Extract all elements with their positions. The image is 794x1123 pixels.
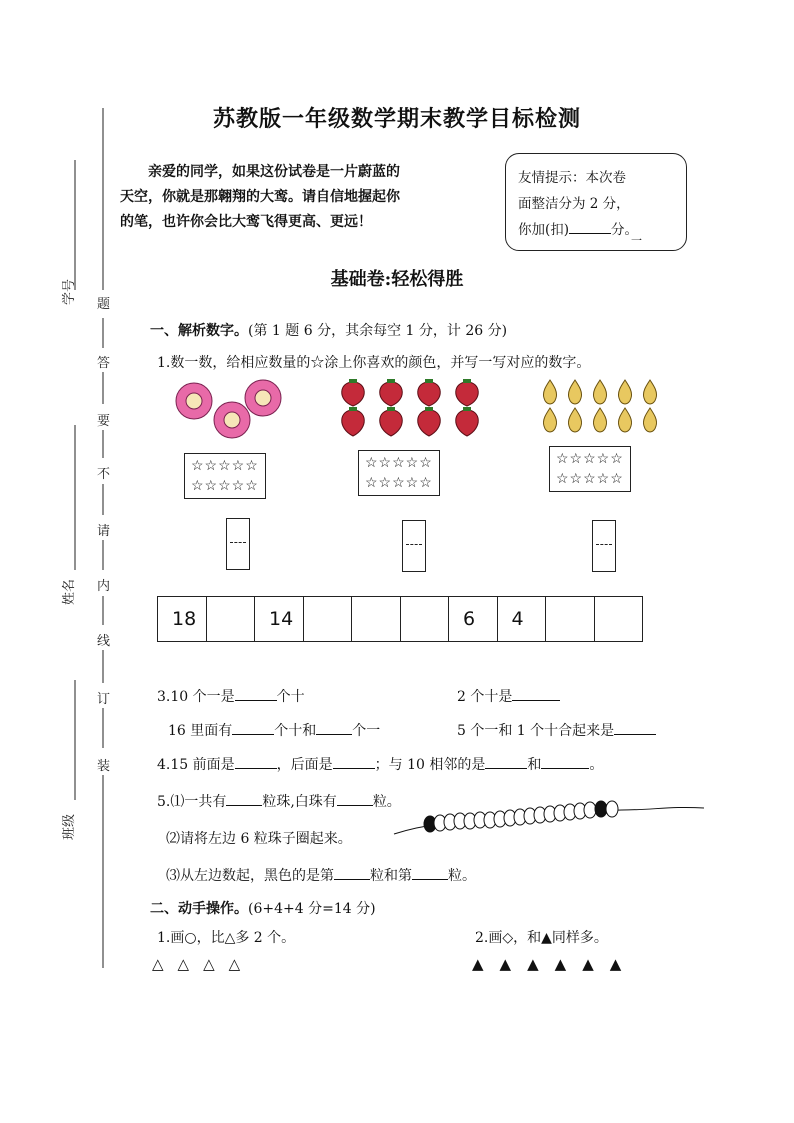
binding-word: 题 <box>97 297 111 312</box>
flower-icon <box>170 378 290 440</box>
student-number-label: 学号 <box>62 278 77 305</box>
tip-line: 友情提示：本次卷 <box>518 170 626 186</box>
q-text: 粒。 <box>448 868 476 884</box>
answer-blank[interactable] <box>334 867 370 880</box>
part2-heading <box>150 898 376 918</box>
tip-blank[interactable] <box>569 221 611 234</box>
q-text: 粒。 <box>372 794 401 810</box>
tip-text: 分。 <box>611 222 639 238</box>
triangle-icon: △ <box>152 955 164 973</box>
q-text: ；与 10 相邻的是 <box>374 757 486 773</box>
question-5c <box>166 865 476 885</box>
answer-blank[interactable] <box>614 722 656 735</box>
filled-triangle-icon: ▲ <box>499 955 512 973</box>
tip-mark: 一 <box>631 234 642 247</box>
filled-triangles <box>472 955 621 973</box>
star-row[interactable]: ☆☆☆☆☆ <box>556 471 624 487</box>
star-box-1[interactable] <box>184 453 266 499</box>
answer-blank[interactable] <box>316 722 352 735</box>
name-label: 姓名 <box>62 578 77 605</box>
answer-blank[interactable] <box>412 867 448 880</box>
question-5a <box>157 791 401 811</box>
tip-line <box>518 218 638 238</box>
q-text: 和 <box>527 757 542 773</box>
q-text: 5 个一和 1 个十合起来是 <box>457 723 615 739</box>
number-cell: 4 <box>498 597 547 641</box>
binding-word: 要 <box>97 414 111 429</box>
number-cell[interactable] <box>207 597 256 641</box>
triangle-icon: △ <box>177 955 190 973</box>
star-box-2[interactable] <box>358 450 440 496</box>
answer-blank[interactable] <box>512 688 560 701</box>
beads-string-icon <box>392 798 710 842</box>
question-1: 1.数一数，给相应数量的☆涂上你喜欢的颜色，并写一写对应的数字。 <box>157 355 591 371</box>
binding-word: 内 <box>97 579 111 594</box>
answer-blank[interactable] <box>333 756 375 769</box>
q-text: 个十和 <box>274 723 317 739</box>
q-text: 个十 <box>276 689 305 705</box>
intro-line: 亲爱的同学，如果这份试卷是一片蔚蓝的 <box>148 164 400 180</box>
question-3c <box>168 720 380 740</box>
filled-triangle-icon: ▲ <box>527 955 539 973</box>
number-cell: 18 <box>158 597 207 641</box>
number-cell[interactable] <box>401 597 450 641</box>
q-text: ，后面是 <box>276 757 333 773</box>
number-cell: 6 <box>449 597 498 641</box>
heading-note: (第 1 题 6 分，其余每空 1 分，计 26 分) <box>248 323 508 339</box>
number-cell[interactable] <box>595 597 643 641</box>
number-cell[interactable] <box>304 597 353 641</box>
triangle-icon: △ <box>228 955 241 973</box>
open-triangles <box>152 955 240 973</box>
q-text: 粒珠,白珠有 <box>262 794 337 810</box>
answer-blank[interactable] <box>232 722 274 735</box>
question-5b: ⑵请将左边 6 粒珠子圈起来。 <box>166 831 352 847</box>
binding-word: 装 <box>97 759 111 774</box>
tip-text: 你加(扣) <box>518 222 570 238</box>
number-cell[interactable] <box>352 597 401 641</box>
heading-text: 一、解析数字。 <box>150 323 248 339</box>
answer-blank[interactable] <box>235 688 277 701</box>
question-3d <box>457 720 656 740</box>
answer-blank[interactable] <box>337 793 373 806</box>
digit-answer-box[interactable] <box>592 520 616 572</box>
answer-blank[interactable] <box>541 756 589 769</box>
triangle-icon: △ <box>203 955 215 973</box>
q-text: 。 <box>589 757 604 773</box>
question-4 <box>157 754 603 774</box>
filled-triangle-icon: ▲ <box>472 955 484 973</box>
binding-word: 答 <box>97 356 111 371</box>
star-row[interactable]: ☆☆☆☆☆ <box>191 458 259 474</box>
digit-answer-box[interactable] <box>226 518 250 570</box>
star-row[interactable]: ☆☆☆☆☆ <box>556 451 624 467</box>
class-label: 班级 <box>62 813 77 840</box>
question-2-2: 2.画◇，和▲同样多。 <box>475 930 608 946</box>
q-text: 粒和第 <box>370 868 412 884</box>
q-text: 4.15 前面是 <box>157 757 235 773</box>
q-text: 2 个十是 <box>457 689 513 705</box>
q-text: 16 里面有 <box>168 723 233 739</box>
part1-heading <box>150 320 507 340</box>
answer-blank[interactable] <box>485 756 527 769</box>
star-row[interactable]: ☆☆☆☆☆ <box>365 455 433 471</box>
number-cell[interactable] <box>546 597 595 641</box>
section-title: 基础卷:轻松得胜 <box>330 269 464 290</box>
tip-box <box>505 153 687 251</box>
binding-word: 订 <box>97 692 111 707</box>
star-row[interactable]: ☆☆☆☆☆ <box>365 475 433 491</box>
question-3b <box>457 686 560 706</box>
binding-word: 不 <box>97 467 111 482</box>
intro-paragraph <box>120 160 450 235</box>
question-2-1: 1.画○，比△多 2 个。 <box>157 930 296 946</box>
number-cell: 14 <box>255 597 304 641</box>
star-row[interactable]: ☆☆☆☆☆ <box>191 478 259 494</box>
strawberry-icon <box>335 376 493 440</box>
q-text: 3.10 个一是 <box>157 689 235 705</box>
heading-text: 二、动手操作。 <box>150 901 248 917</box>
filled-triangle-icon: ▲ <box>609 955 622 973</box>
intro-line: 天空，你就是那翱翔的大鸾。请自信地握起你 <box>120 189 400 205</box>
page-title: 苏教版一年级数学期末教学目标检测 <box>212 106 581 132</box>
binding-word: 请 <box>97 524 111 539</box>
filled-triangle-icon: ▲ <box>554 955 567 973</box>
star-box-3[interactable] <box>549 446 631 492</box>
number-sequence-row <box>157 596 643 642</box>
filled-triangle-icon: ▲ <box>582 955 594 973</box>
q-text: 5.⑴一共有 <box>157 794 227 810</box>
intro-line: 的笔，也许你会比大鸾飞得更高、更远！ <box>120 214 372 230</box>
pear-icon <box>538 376 666 438</box>
answer-blank[interactable] <box>235 756 277 769</box>
question-3a <box>157 686 305 706</box>
digit-answer-box[interactable] <box>402 520 426 572</box>
binding-word: 线 <box>97 634 111 649</box>
heading-note: (6+4+4 分=14 分) <box>248 901 376 917</box>
q-text: 个一 <box>352 723 381 739</box>
tip-line: 面整洁分为 2 分， <box>518 196 630 212</box>
answer-blank[interactable] <box>226 793 262 806</box>
q-text: ⑶从左边数起，黑色的是第 <box>166 868 334 884</box>
